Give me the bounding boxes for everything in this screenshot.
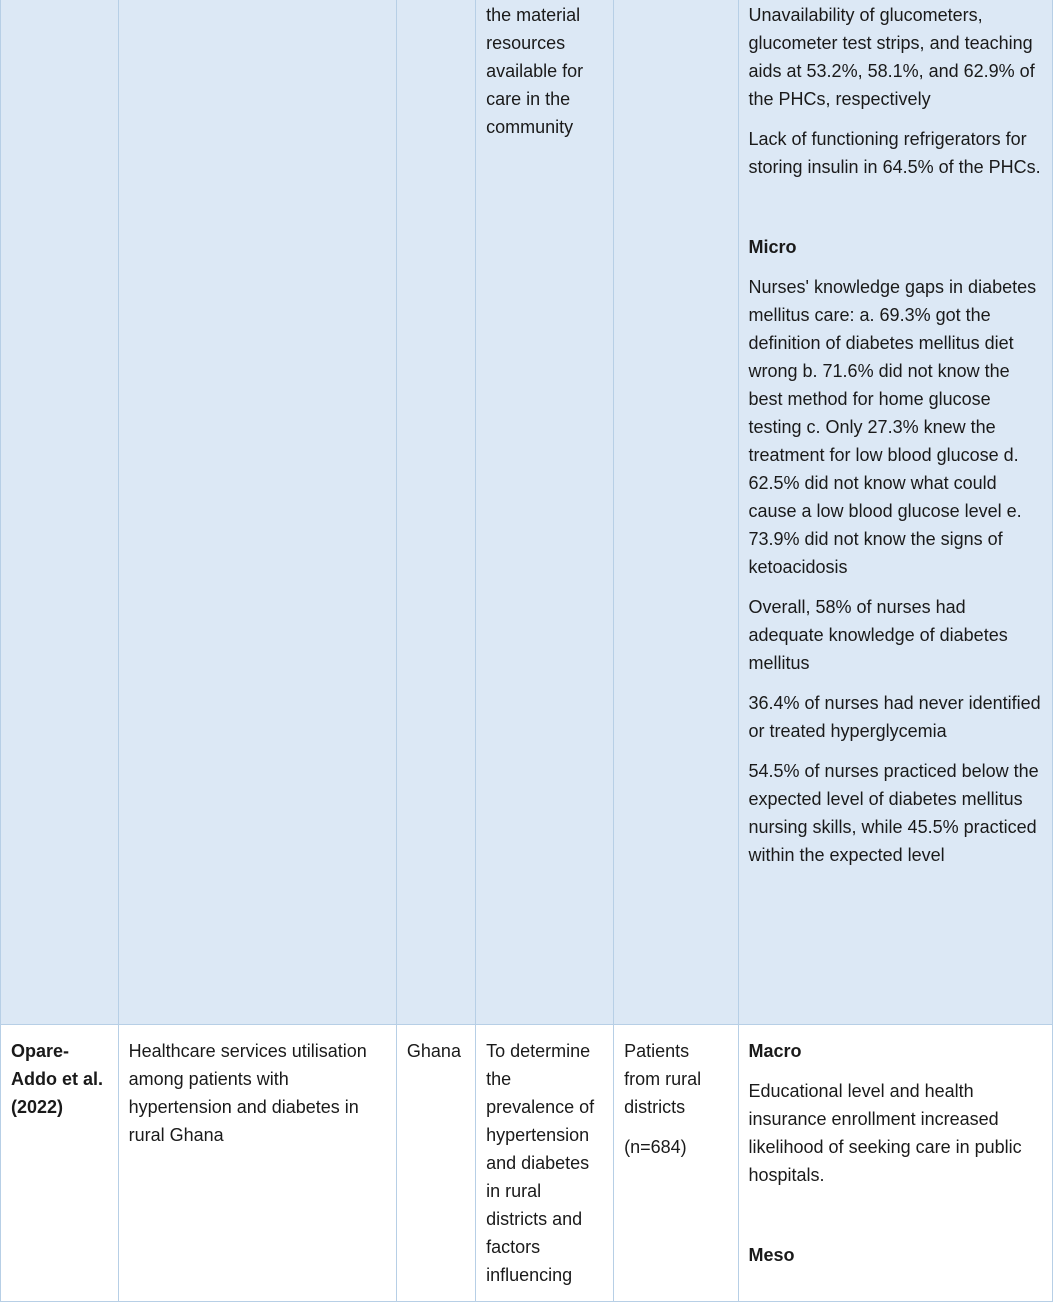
meso-heading: Meso — [748, 1245, 795, 1265]
finding-paragraph: Overall, 58% of nurses had adequate knowledge of diabetes mellitus — [748, 597, 1008, 673]
country-cell — [396, 1025, 475, 1302]
aim-cell — [476, 1025, 614, 1302]
micro-heading: Micro — [748, 237, 797, 257]
finding-paragraph: Educational level and health insurance enrollment increased likelihood of seeking care in public hospitals. — [748, 1081, 1022, 1185]
sample-size: (n=684) — [624, 1137, 687, 1157]
sample-description: Patients from rural districts — [624, 1041, 702, 1117]
finding-paragraph: Nurses' knowledge gaps in diabetes mellitus care: a. 69.3% got the definition of diabetes mellitus diet wrong b. 71.6% did not know the best method for home glucose testing c. Only 27.3% knew the treatment for low blood glucose d. 62.5% did not know what could cause a low blood glucose level e. 73.9% did not know the signs of ketoacidosis — [748, 277, 1037, 577]
study-title: Healthcare services utilisation among patients with hypertension and diabetes in rural Ghana — [128, 1041, 367, 1145]
sample-cell — [614, 1025, 738, 1302]
finding-paragraph: Unavailability of glucometers, glucometer test strips, and teaching aids at 53.2%, 58.1%, and 62.9% of the PHCs, respectively — [748, 5, 1035, 109]
finding-paragraph: 36.4% of nurses had never identified or treated hyperglycemia — [748, 693, 1041, 741]
aim-text: To determine the prevalence of hypertension and diabetes in rural districts and factors influencing — [486, 1041, 595, 1285]
author-cell — [1, 0, 119, 1025]
macro-heading: Macro — [748, 1041, 802, 1061]
findings-cell — [738, 1025, 1053, 1302]
title-cell — [118, 0, 396, 1025]
table-row — [1, 0, 1053, 1025]
aim-text: the material resources available for care in the community — [486, 5, 584, 137]
title-cell — [118, 1025, 396, 1302]
author-name: Opare-Addo et al. (2022) — [11, 1041, 104, 1117]
finding-paragraph: 54.5% of nurses practiced below the expected level of diabetes mellitus nursing skills, while 45.5% practiced within the expected level — [748, 761, 1039, 865]
finding-paragraph: Lack of functioning refrigerators for storing insulin in 64.5% of the PHCs. — [748, 129, 1041, 177]
findings-cell — [738, 0, 1053, 1025]
table-row — [1, 1025, 1053, 1302]
country-text: Ghana — [406, 1041, 461, 1061]
author-cell — [1, 1025, 119, 1302]
aim-cell — [476, 0, 614, 1025]
country-cell — [396, 0, 475, 1025]
sample-cell — [614, 0, 738, 1025]
